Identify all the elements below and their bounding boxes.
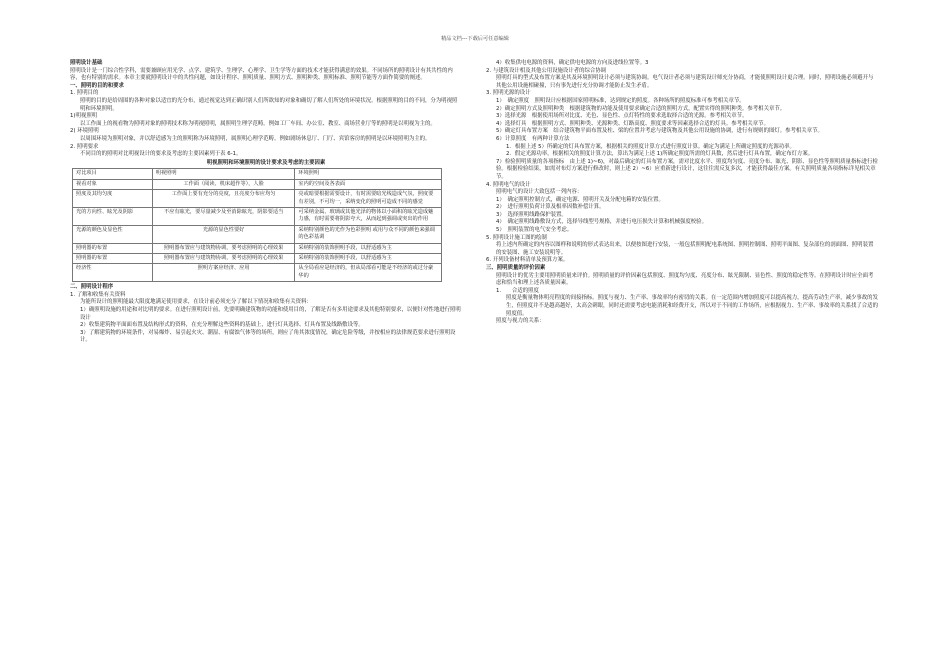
paragraph: 2）确定照明方式及照明种类 根据建筑物的功能及使用要求确定合适的照明方式，配置实得的照明种类。参考相关章节。 bbox=[496, 105, 786, 112]
document-title: 照明设计基础 bbox=[70, 60, 103, 66]
paragraph: 6）计算照度 有两种计算方法 bbox=[496, 135, 570, 142]
paragraph: 将上述内所确定的内容以图样和说明的形式表达出来，以便按图进行安装，一般包括照明配电系统图、照明控制图、照明平面图、复杂部位的剖面图、照明装置的安装图、施工安装说明等。 bbox=[496, 242, 874, 256]
left-text-blocks-lower bbox=[70, 284, 462, 345]
paragraph: 2．假定光源功率，根据相关的照度计算方法，算出为满足上述 1)所确定照度所需的灯具数，然后进行灯具布置，确定布灯方案。 bbox=[506, 151, 814, 158]
paragraph: 以工作面上的视看物为照明对象的照明技术称为明视照明，属照明生理学范畴。例如工厂车间、办公室、教室、商场营业厅等的照明是以明视为主的。 bbox=[80, 120, 436, 127]
paragraph: 照明设计是一门综合性学科，需要兼顾应用光学、点学、建筑学、生理学、心理学、卫生学等方面的技术才能获得满意的效果。不同场所的照明设计有其共性的内容，也有特别的需求。本章主要就照明设计中的共性问题，如设计程序、照明质量、照明方式、照明种类、照明标准、照明节能等方面作简要的阐述。 bbox=[70, 67, 453, 82]
paragraph: 4） 确定照明线路敷设方式，选择导线型号规格，并进行电压损失计算和机械强度校验。 bbox=[496, 219, 707, 226]
table-row bbox=[73, 190, 442, 208]
table-row bbox=[73, 243, 442, 253]
table-row bbox=[73, 179, 442, 189]
table-cell: 光源的显色性要好 bbox=[152, 225, 295, 243]
table-cell: 不应有眩光，要尽量减少及至消除眩光，阴影要适当 bbox=[152, 207, 295, 225]
paragraph: 1）确照明设施的用途和对比明的要求。在进行照明设计前，先要明确建筑物的功能和使用目的，了解是否有多用途要求及其他特别要求，以便针对性地进行照明设计 bbox=[80, 306, 461, 321]
paragraph: 4）选择灯具 根据照明方式、照明种类、光源种类、灯路高度、照度要求等因素选择合适的灯具。参考相关章节。 bbox=[496, 120, 769, 127]
lighting-requirements-table bbox=[72, 168, 442, 282]
paragraph: 1） 确定照明控制方式，确定电源、照明开关及分配电箱的安装位置。 bbox=[496, 196, 664, 203]
table-row bbox=[73, 225, 442, 243]
table-header-cell: 环境照明 bbox=[295, 169, 442, 179]
table-row bbox=[73, 207, 442, 225]
left-text-blocks bbox=[70, 60, 462, 159]
paragraph: 2. 照明要求 bbox=[70, 143, 99, 150]
table-cell: 工作面（阅读、机床超作等），人脸 bbox=[152, 179, 295, 189]
table-cell: 从全局看应是经济的，但从局部看可能是不经济的或过分豪华的 bbox=[295, 264, 442, 282]
section-heading: 一、照明的目的和要求 bbox=[70, 82, 124, 89]
section-heading: 三、照明质量的评价因素 bbox=[486, 265, 546, 272]
right-column bbox=[486, 60, 878, 326]
paragraph: 1. 合适的照度 bbox=[496, 287, 539, 294]
paragraph: 2）收集建筑物平面面布置及结构形式的资料，在充分理解这些资料的基础上，进行灯具选择、灯具布置及线路敷设等。 bbox=[80, 322, 364, 329]
paragraph: 照明设计的优劣主要用照明质量来评价。照明质量的评价因素包括照度、照度均匀度、亮度分布、眩光限制、显色性、照度的稳定性等。在照明设计时应全面考虑和恰当和理上述各质量因素。 bbox=[496, 272, 874, 287]
paragraph: 1．根据上述 5）所确定的灯具布置方案，根据相关的照度计算方式进行照度计算。确定为满足上所确定照度的光源功率。 bbox=[506, 143, 795, 150]
paragraph: 6. 开列设备材料清单及预算方案。 bbox=[486, 257, 569, 264]
paragraph: 4. 照明电气的设计 bbox=[486, 181, 531, 188]
table-caption: 明视照明和环境照明的设计要求及考虑的主要因素 bbox=[206, 159, 326, 166]
paragraph: 5. 照明设计施工图的绘制 bbox=[486, 234, 547, 241]
paragraph: 5）确定灯具布置方案 结合建筑物平面布置及柱、梁的位置并考虑与建筑物及其他公用设施的协调，进行有规则的图灯。参考相关章节。 bbox=[496, 128, 823, 135]
right-text-blocks bbox=[486, 60, 878, 326]
table-cell: 可采纳金属、玻璃或其他光泽的物体以小面积的眩光造成魅力感，有时需要将阴影夸大，从而起到强调或突出的作用 bbox=[295, 207, 442, 225]
table-cell: 照明器的布置 bbox=[73, 253, 153, 263]
paragraph: 以周围环境为照明对象，并以舒适感为主的照明称为环境照明，属照明心理学范畴。例如剧场休息厅、门厅、宾馆客房的照明是以环境照明为主的。 bbox=[80, 135, 431, 142]
page-header: 精品文档---下载后可任意编辑 bbox=[441, 36, 509, 42]
table-row bbox=[73, 264, 442, 282]
table-cell: 照明器布置应与建筑物协调，要考虑照明的心理效果 bbox=[152, 243, 295, 253]
paragraph: 1. 了解和收集有关资料 bbox=[70, 291, 126, 298]
table-cell: 照度及其均匀度 bbox=[73, 190, 153, 208]
paragraph: 5） 照明装置的电气安全考虑。 bbox=[496, 227, 573, 234]
paragraph: 3） 选择照明线路保护装置。 bbox=[496, 211, 567, 218]
table-cell: 照明方案应经济、应用 bbox=[152, 264, 295, 282]
table-header-row bbox=[73, 169, 442, 179]
table-cell: 视看对象 bbox=[73, 179, 153, 189]
table-header-cell: 明视照明 bbox=[152, 169, 295, 179]
table-cell: 亮或暗要根据需要设计，有时需要暗光线造成气氛，照度要有差别，不可均一，采纳变化的照明可造成不同的感觉 bbox=[295, 190, 442, 208]
paragraph: 2） 进行照明负荷计算及根率因数补偿计算。 bbox=[496, 204, 605, 211]
paragraph: 4）收集供电电源的资料，确定供电电源的方向及进线位置等。3 bbox=[496, 60, 649, 66]
paragraph: 照明电气的设计大致包括一列内容： bbox=[496, 189, 583, 196]
paragraph: 不同目的的照明对比明视设计的要求及考虑的主要因素列于表 6-1。 bbox=[80, 151, 242, 158]
paragraph: 3）选择光源 根据使用场所对比度、光色、显色性、点灯特性的要求选取择合适的光源。参考相关章节。 bbox=[496, 113, 748, 120]
paragraph: 照明的目的是给周围的各种对象以适宜的光分布，通过视觉达到正确识别人们所欲知的对象和确切了解人们所处的环境状况。根据照明的目的不同，分为明视照明和环境照明。 bbox=[80, 97, 458, 112]
paragraph: 2. 与建筑设计相及其他公用设施设计者的综合协调 bbox=[486, 67, 607, 74]
table-cell: 采纳特别的装饰照明手段，以舒适感为主 bbox=[295, 243, 442, 253]
table-cell: 采纳特别颜色的光作为色彩照明 或用与众不同的颜色来强调的色彩基调 bbox=[295, 225, 442, 243]
paragraph: 2) 环境照明 bbox=[70, 128, 99, 135]
table-header-cell: 对比项目 bbox=[73, 169, 153, 179]
paragraph: 3）了解建筑物的环境条件，对易爆炸、易引起火灾、潮湿、有腐蚀气体等的场所，则应了角其浓度情况，确定危险等级，并按相应的法律规范要求进行照明设计。 bbox=[80, 329, 456, 344]
paragraph: 1） 确定照度 照明设计应根据国家照明标准，达到规定的照度。各种场所的照度标准可参考相关章节。 bbox=[496, 97, 745, 104]
paragraph: 1)明视照明 bbox=[70, 113, 98, 120]
paragraph: 1. 照明目的 bbox=[70, 90, 99, 97]
table-cell: 照明器的布置 bbox=[73, 243, 153, 253]
paragraph: 照明灯具的型式及布置方案是其及环境照明设计必须与建筑协调。电气设计者必须与建筑设计师充分协商，才能使照明设计更合理。同时，照明设施必须避开与其他公用设施相碰撞，只有事先进行充分协调才能防止发生矛盾。 bbox=[496, 75, 874, 89]
table-body bbox=[73, 179, 442, 281]
table-cell: 光源的颜色及显色性 bbox=[73, 225, 153, 243]
table-cell: 光的方向性、眩光及阴影 bbox=[73, 207, 153, 225]
table-cell: 工作面上要有充分的亮度，且亮度分布应均匀 bbox=[152, 190, 295, 208]
table-cell: 照明器布置应与建筑物协调，要考虑照明的心理效果 bbox=[152, 253, 295, 263]
table-cell: 采纳特别的装饰照明手段，以舒适感为主 bbox=[295, 253, 442, 263]
table-cell: 室内的空间及各表面 bbox=[295, 179, 442, 189]
section-heading: 二、照明设计程序 bbox=[70, 284, 114, 291]
table-cell: 经济性 bbox=[73, 264, 153, 282]
paragraph: 照度是衡量物体明亮程度的间接指标。照度与视力、生产率、事故率均有密切的关系。在一定范围内增加照度可以提高视力，提高劳动生产率，减少事故的发生，但照度并不是越高越好，太高会刺眼，同时还需要考虑电能消耗和经费开支，所以对于不同的工作场所，应根据视力、生产率、事故率的关系找了合适的照度值。 bbox=[506, 295, 878, 317]
paragraph: 为能所设计的照明能最大限度地满足使用要求，在设计前必须充分了解以下情况和收集有关资料： bbox=[80, 299, 312, 306]
left-column bbox=[70, 60, 462, 345]
paragraph: 7）检验照明质量的各项指标 由上述 1)~6)，对最后确定的灯具布置方案，需对比度水平、照度均匀度、亮度分布、眩光、阴影、显色性等照明质量指标进行检验。根据检验结果，如需对布灯方案进行修改时，则上述 2）~6）应重新进行设计，这往往需反复多次，才能获得最佳方案。有关照明质量各项指标详见相关章节。 bbox=[496, 158, 878, 180]
paragraph: 照度与视力的关系： bbox=[496, 318, 545, 325]
table-row bbox=[73, 253, 442, 263]
paragraph: 3. 照明光源的设计 bbox=[486, 90, 531, 97]
